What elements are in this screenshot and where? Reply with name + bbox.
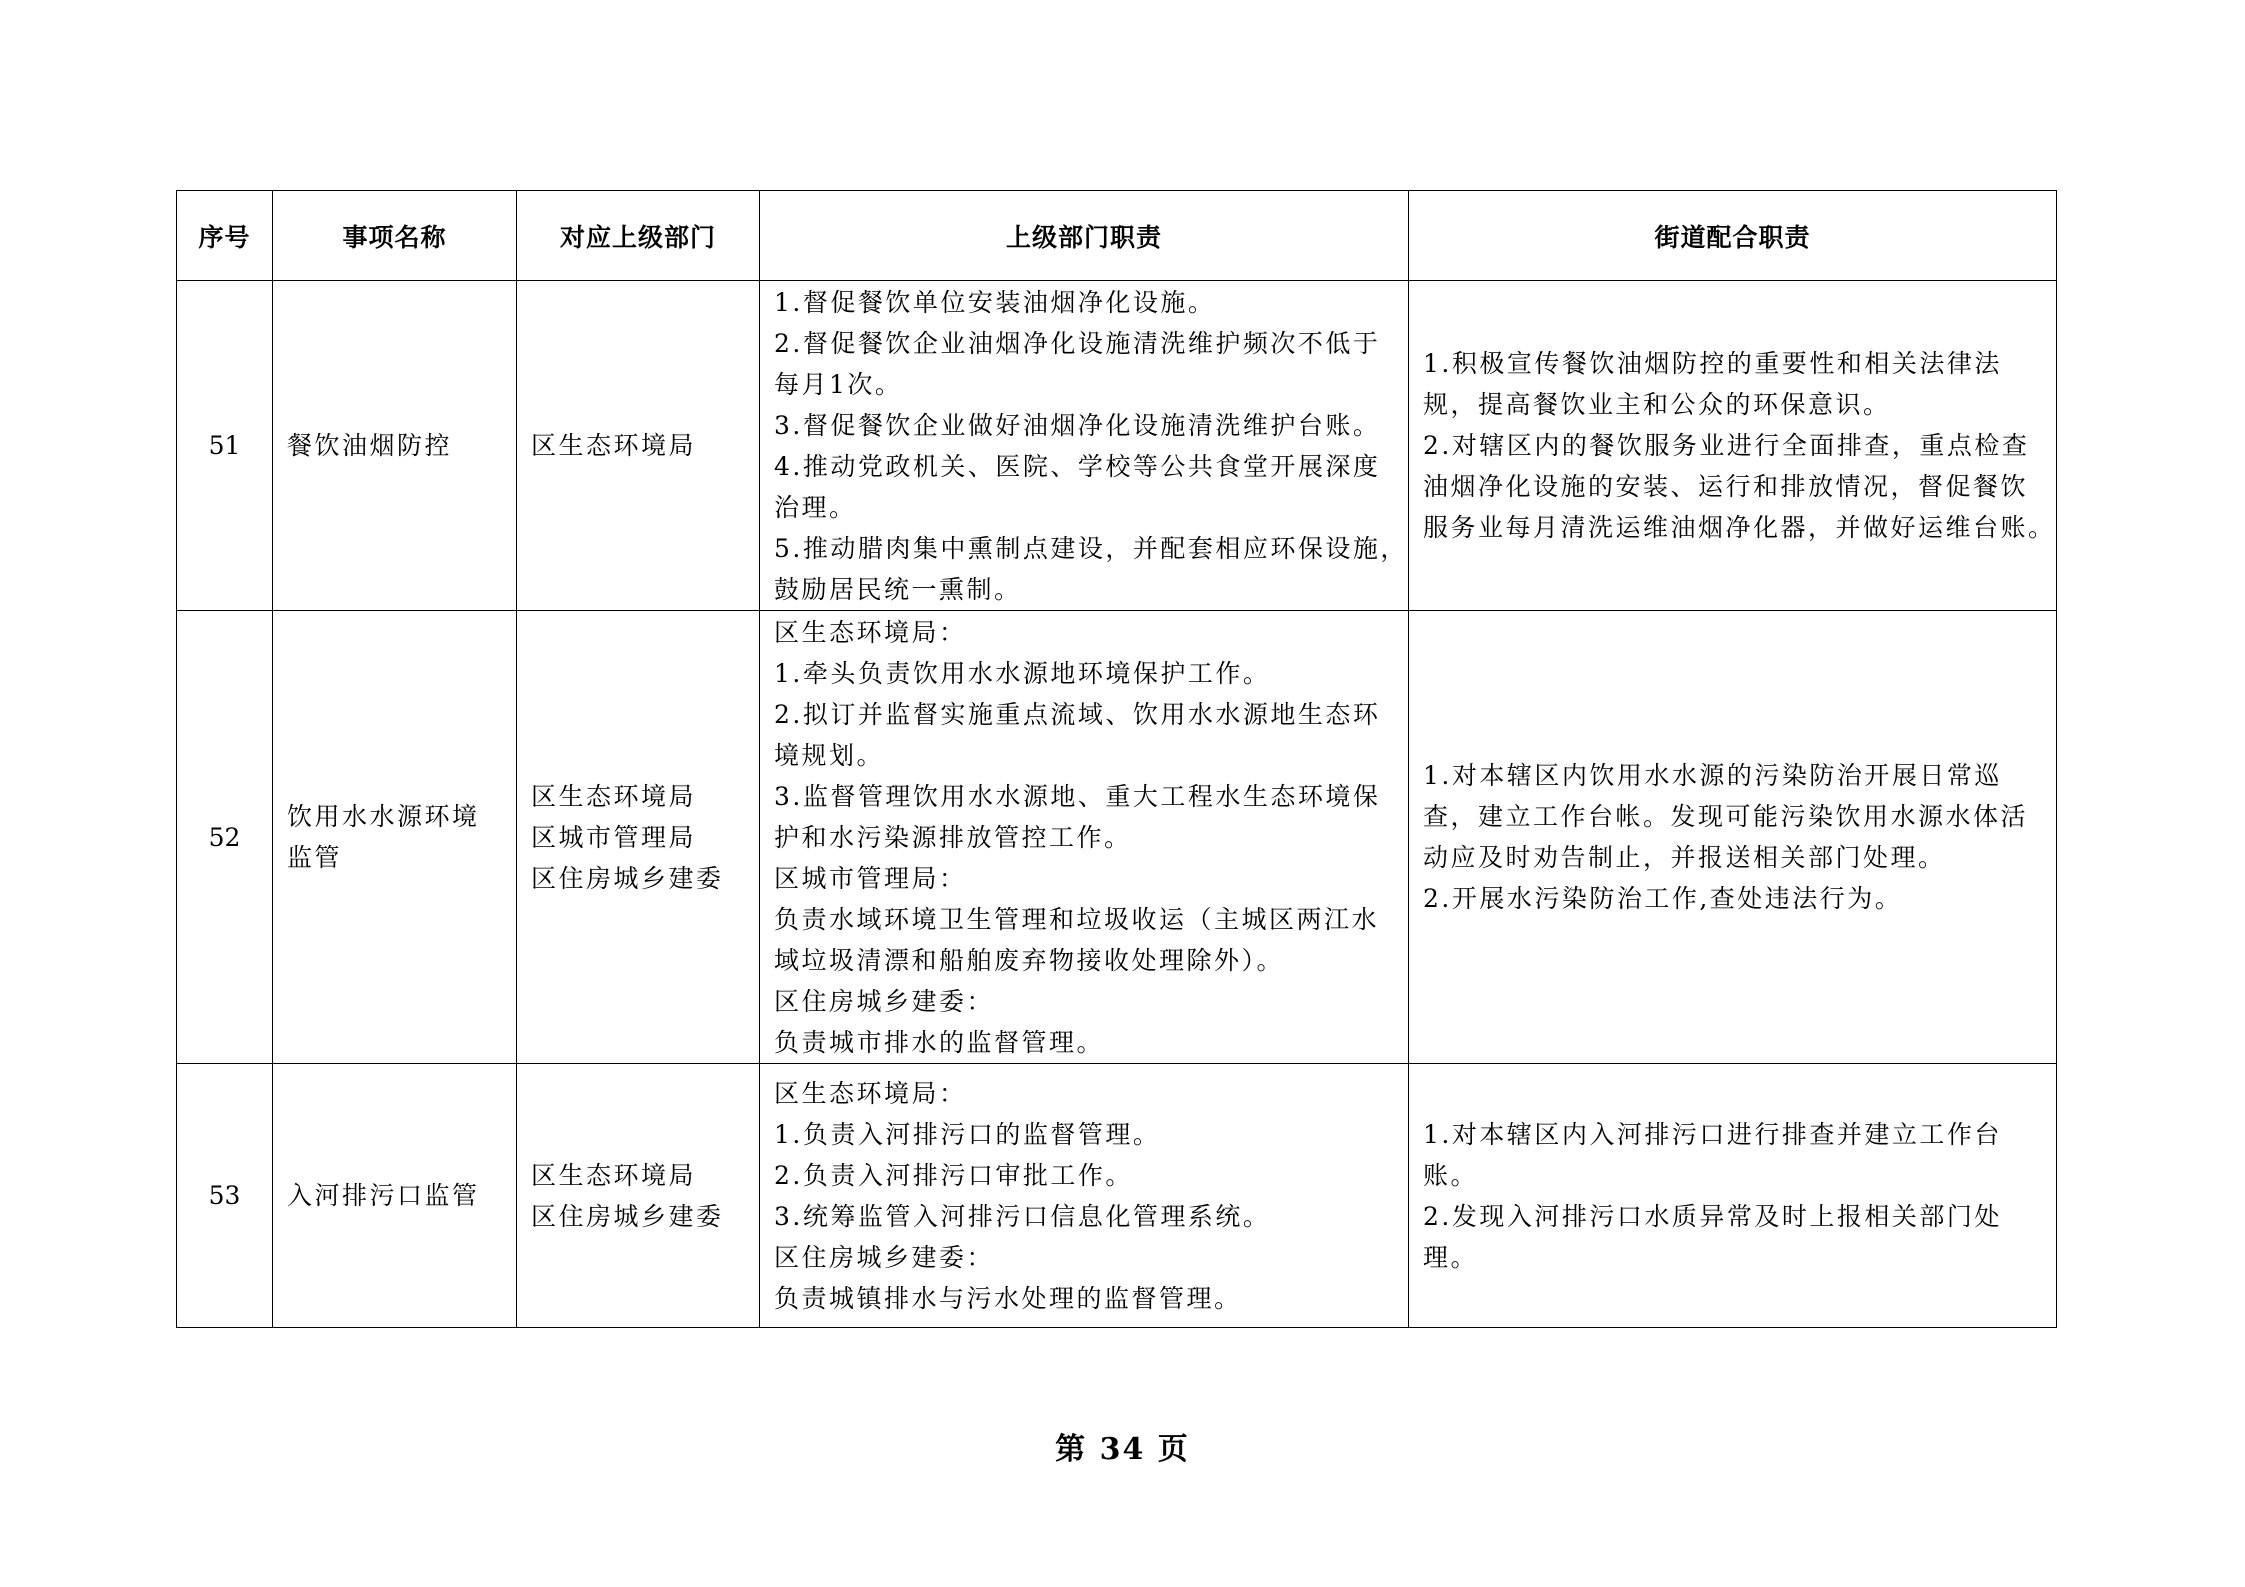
street-duties: [1409, 611, 2057, 1064]
department-list: [517, 1064, 760, 1328]
street-duty-line: 动应及时劝告制止，并报送相关部门处理。: [1423, 843, 1946, 872]
duty-line: 负责城镇排水与污水处理的监督管理。: [774, 1283, 1242, 1313]
header-superior-duties: 上级部门职责: [760, 191, 1409, 281]
department-line: 区住房城乡建委: [531, 863, 724, 893]
duty-line: 区生态环境局：: [774, 617, 967, 647]
street-duty-line: 规，提高餐饮业主和公众的环保意识。: [1423, 390, 1891, 419]
item-name-line: 入河排污口监管: [287, 1181, 480, 1210]
street-duty-line: 账。: [1423, 1160, 1479, 1190]
duty-line: 区住房城乡建委：: [774, 986, 995, 1016]
row-number: 53: [177, 1064, 273, 1328]
item-name: [273, 1064, 517, 1328]
street-duties: [1409, 1064, 2057, 1328]
street-duty-line: 2.开展水污染防治工作,查处违法行为。: [1423, 884, 1903, 913]
item-name-line: 饮用水水源环境: [287, 802, 480, 831]
duty-line: 治理。: [774, 492, 857, 522]
duty-line: 区城市管理局：: [774, 863, 967, 893]
duty-line: 区住房城乡建委：: [774, 1242, 995, 1272]
header-serial-number: 序号: [177, 191, 273, 281]
department-line: 区生态环境局: [531, 1160, 697, 1190]
duty-line: 负责水域环境卫生管理和垃圾收运（主城区两江水: [774, 904, 1380, 934]
item-name: [273, 611, 517, 1064]
duty-line: 境规划。: [774, 740, 885, 770]
department-line: 区住房城乡建委: [531, 1201, 724, 1231]
street-duty-line: 2.对辖区内的餐饮服务业进行全面排查，重点检查: [1423, 431, 2030, 460]
duty-line: 1.督促餐饮单位安装油烟净化设施。: [774, 287, 1216, 317]
duty-line: 护和水污染源排放管控工作。: [774, 822, 1132, 852]
duty-line: 鼓励居民统一熏制。: [774, 574, 1022, 604]
item-name-line: 监管: [287, 843, 343, 872]
street-duty-line: 查，建立工作台帐。发现可能污染饮用水源水体活: [1423, 802, 2029, 831]
department-line: 区城市管理局: [531, 822, 697, 852]
duty-line: 2.拟订并监督实施重点流域、饮用水水源地生态环: [774, 699, 1381, 729]
table-header-row: [177, 191, 2057, 281]
street-duty-line: 1.对本辖区内入河排污口进行排查并建立工作台: [1423, 1119, 2002, 1149]
page-number: 第 34 页: [1055, 1432, 1190, 1467]
street-duty-line: 2.发现入河排污口水质异常及时上报相关部门处: [1423, 1201, 2002, 1231]
table-row: [177, 611, 2057, 1064]
department-line: 区生态环境局: [531, 431, 697, 460]
street-duty-line: 理。: [1423, 1242, 1479, 1272]
duty-line: 3.监督管理饮用水水源地、重大工程水生态环境保: [774, 781, 1381, 811]
duty-line: 负责城市排水的监督管理。: [774, 1027, 1105, 1057]
duty-line: 每月1次。: [774, 369, 903, 399]
item-name-line: 餐饮油烟防控: [287, 431, 453, 460]
responsibility-table: [176, 190, 2057, 1328]
header-street-duties: 街道配合职责: [1409, 191, 2057, 281]
item-name: [273, 281, 517, 611]
table-row: [177, 281, 2057, 611]
table-row: [177, 1064, 2057, 1328]
street-duty-line: 油烟净化设施的安装、运行和排放情况，督促餐饮: [1423, 472, 2029, 501]
street-duties: [1409, 281, 2057, 611]
duty-line: 4.推动党政机关、医院、学校等公共食堂开展深度: [774, 451, 1381, 481]
row-number: 52: [177, 611, 273, 1064]
street-duty-line: 服务业每月清洗运维油烟净化器，并做好运维台账。: [1423, 513, 2056, 542]
duty-line: 3.督促餐饮企业做好油烟净化设施清洗维护台账。: [774, 410, 1381, 440]
header-superior-department: 对应上级部门: [517, 191, 760, 281]
duty-line: 2.负责入河排污口审批工作。: [774, 1160, 1133, 1190]
duty-line: 1.负责入河排污口的监督管理。: [774, 1119, 1161, 1149]
duty-line: 区生态环境局：: [774, 1078, 967, 1108]
superior-duties: [760, 281, 1409, 611]
duty-line: 2.督促餐饮企业油烟净化设施清洗维护频次不低于: [774, 328, 1381, 358]
duty-line: 域垃圾清漂和船舶废弃物接收处理除外）。: [774, 945, 1285, 975]
department-list: [517, 281, 760, 611]
duty-line: 3.统筹监管入河排污口信息化管理系统。: [774, 1201, 1271, 1231]
street-duty-line: 1.对本辖区内饮用水水源的污染防治开展日常巡: [1423, 761, 2002, 790]
duty-line: 1.牵头负责饮用水水源地环境保护工作。: [774, 658, 1271, 688]
superior-duties: [760, 1064, 1409, 1328]
street-duty-line: 1.积极宣传餐饮油烟防控的重要性和相关法律法: [1423, 349, 2002, 378]
row-number: 51: [177, 281, 273, 611]
header-item-name: 事项名称: [273, 191, 517, 281]
department-list: [517, 611, 760, 1064]
department-line: 区生态环境局: [531, 781, 697, 811]
duty-line: 5.推动腊肉集中熏制点建设，并配套相应环保设施，: [774, 533, 1408, 563]
superior-duties: [760, 611, 1409, 1064]
